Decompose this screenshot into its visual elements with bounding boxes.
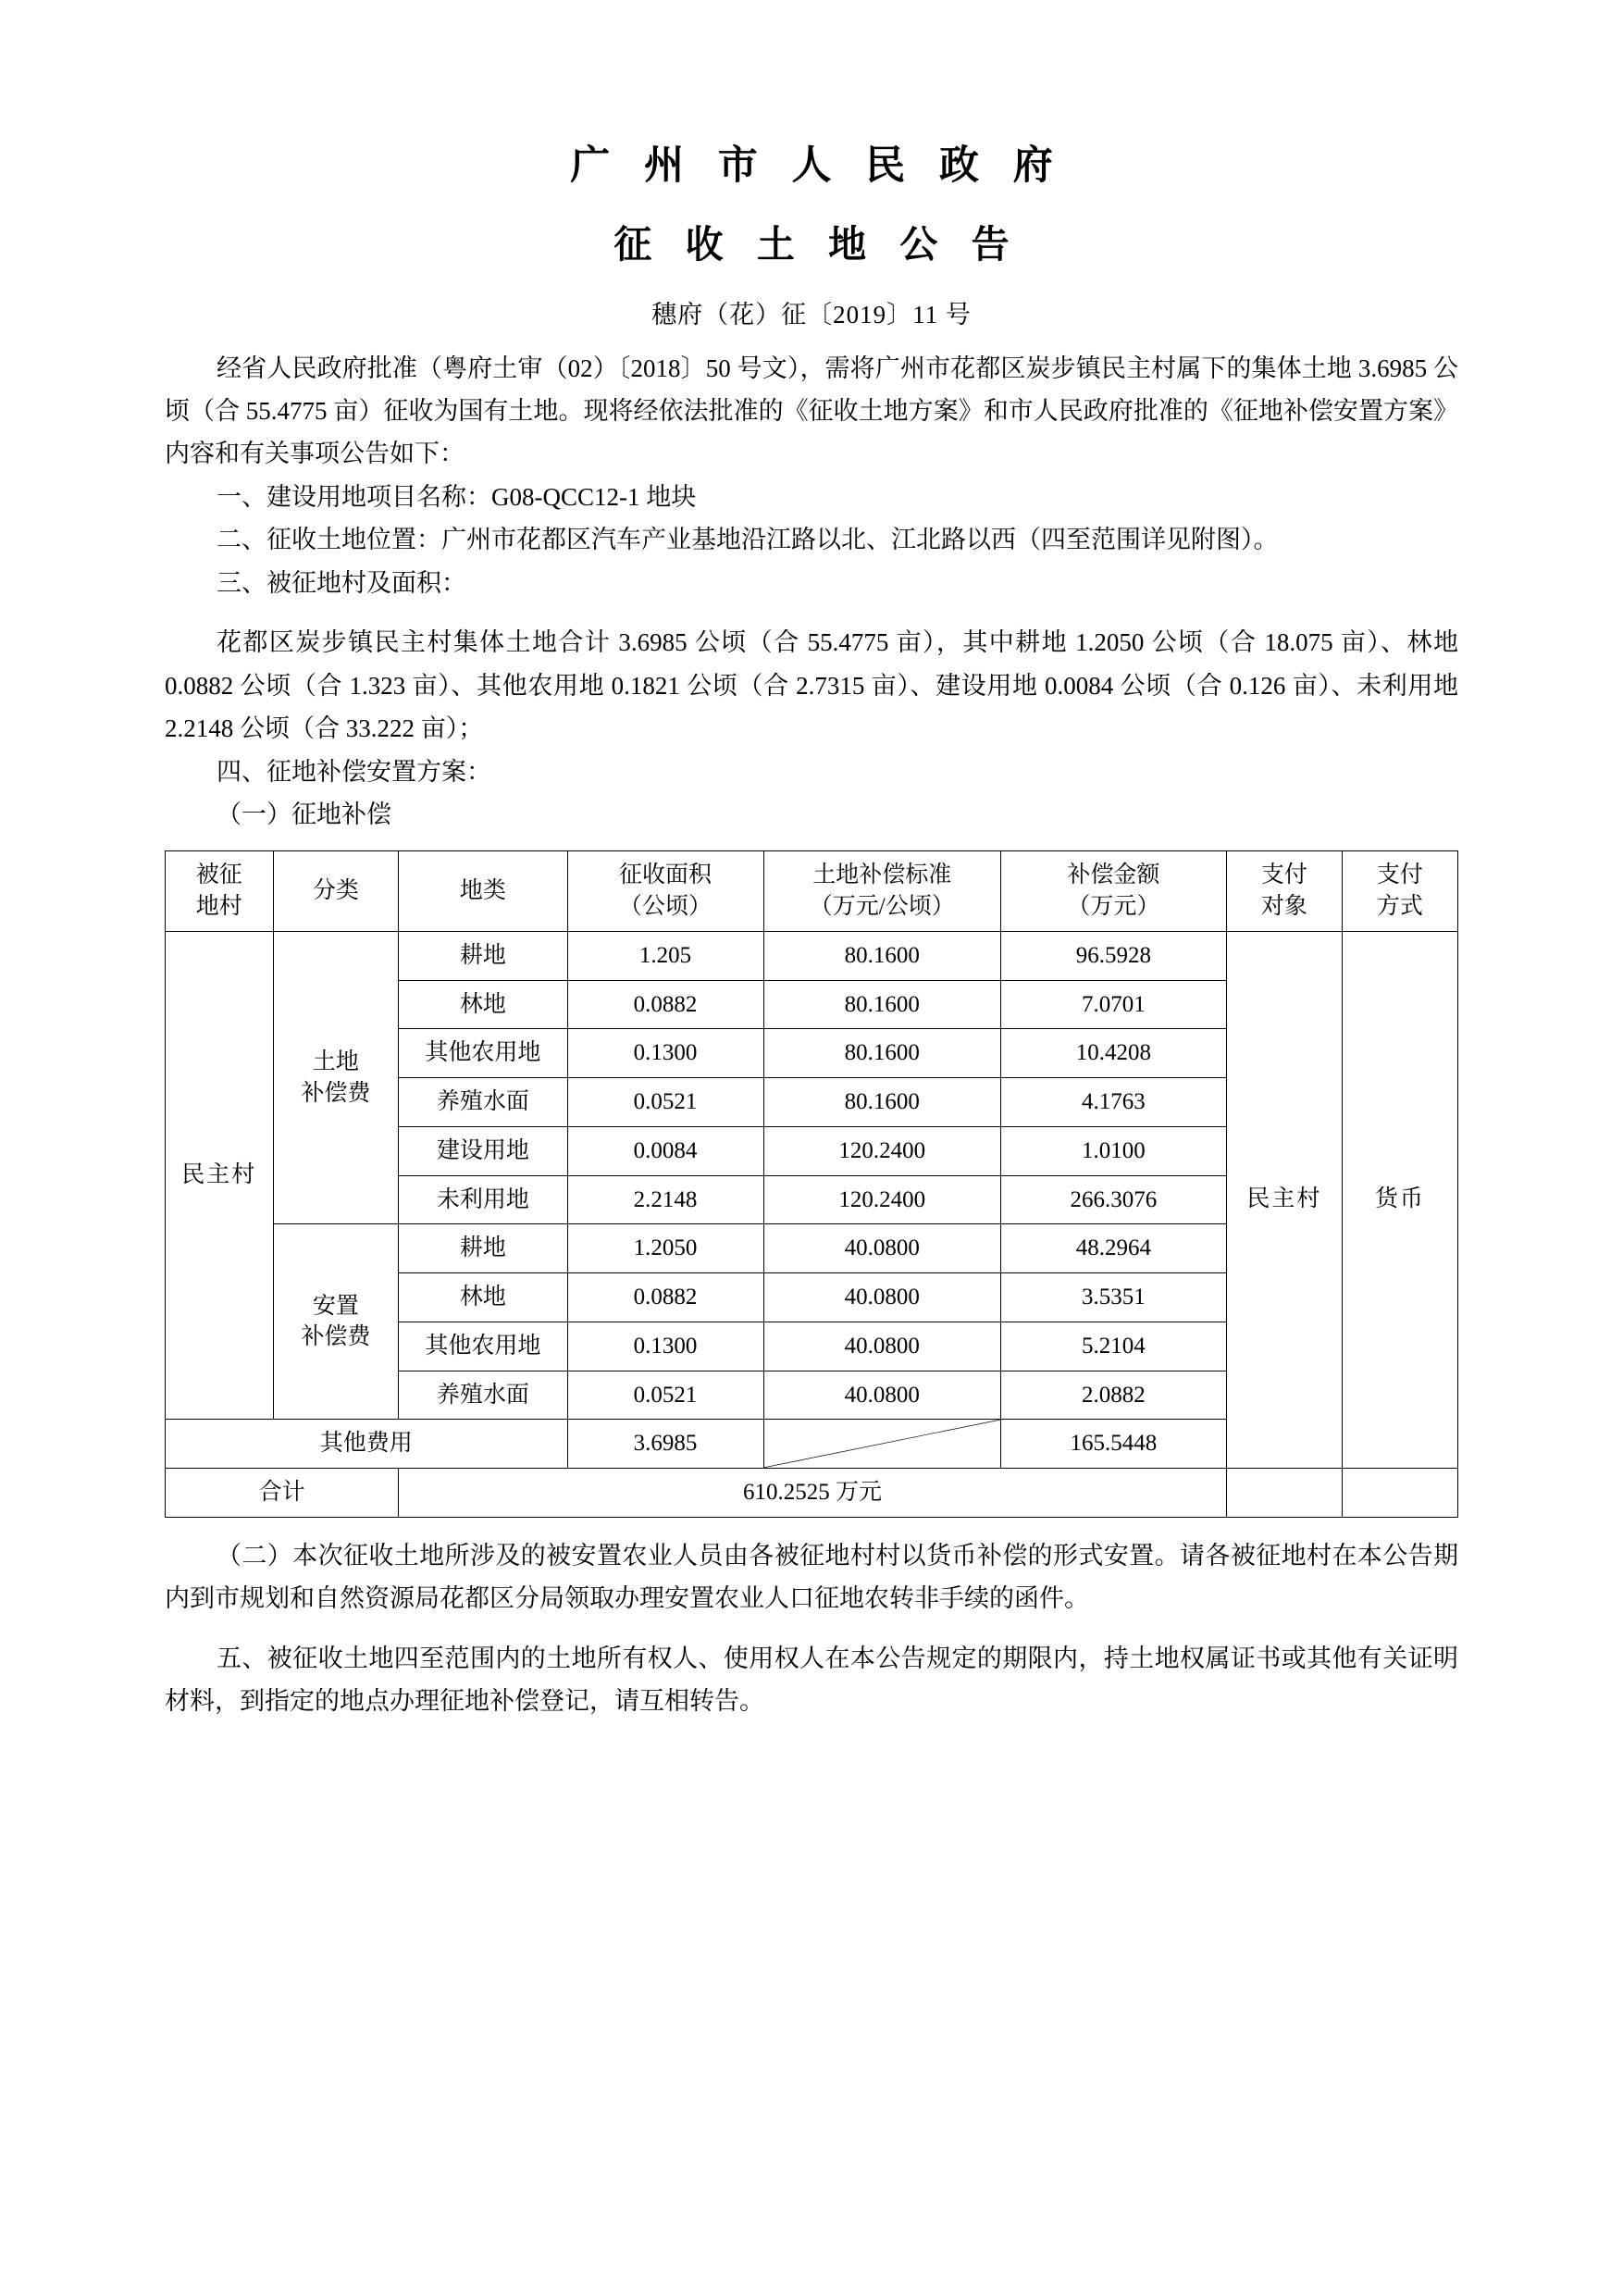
cell-area: 1.205 <box>567 931 763 980</box>
cell-village-name <box>166 931 274 1420</box>
cell-area: 1.2050 <box>567 1224 763 1273</box>
cell-standard: 40.0800 <box>763 1224 1001 1273</box>
group-resettlement-line2: 补偿费 <box>301 1324 371 1350</box>
document-title-main: 广 州 市 人 民 政 府 <box>570 144 1065 188</box>
header-payee-line1: 支付 <box>1260 863 1307 888</box>
table-header-row <box>166 851 1458 932</box>
item-land-location: 二、征收土地位置：广州市花都区汽车产业基地沿江路以北、江北路以西（四至范围详见附图）。 <box>217 526 1279 554</box>
header-village <box>166 851 274 932</box>
cell-area: 0.0084 <box>567 1126 763 1175</box>
header-standard-line2: （万元/公顷） <box>809 894 955 920</box>
subitem-compensation: （一）征地补偿 <box>217 800 391 828</box>
cell-amount: 2.0882 <box>1001 1371 1227 1420</box>
cell-area: 0.0882 <box>567 980 763 1029</box>
item-compensation-plan: 四、征地补偿安置方案： <box>217 757 491 786</box>
cell-amount: 3.5351 <box>1001 1273 1227 1322</box>
table-row <box>166 931 1458 980</box>
cell-amount: 96.5928 <box>1001 931 1227 980</box>
cell-amount: 10.4208 <box>1001 1029 1227 1078</box>
cell-amount: 48.2964 <box>1001 1224 1227 1273</box>
header-area-line2: （公顷） <box>619 894 712 920</box>
cell-other-fee-label: 其他费用 <box>166 1420 568 1469</box>
table-row-total <box>166 1469 1458 1518</box>
cell-amount: 5.2104 <box>1001 1322 1227 1371</box>
header-payee-line2: 对象 <box>1260 894 1307 920</box>
paragraph-approval: 经省人民政府批准（粤府土审（02）〔2018〕50 号文），需将广州市花都区炭步镇民主村属下的集体土地 3.6985 公顷（合 55.4775 亩）征收为国有土地。现将经依法批准的《征收土地方案》和市人民政府批准的《征地补偿安置方案》内容和有关事项公告如下： <box>165 354 1458 468</box>
cell-standard: 80.1600 <box>763 931 1001 980</box>
header-area <box>567 851 763 932</box>
cell-amount: 7.0701 <box>1001 980 1227 1029</box>
document-title-sub: 征 收 土 地 公 告 <box>613 223 1022 267</box>
cell-total-payee-empty <box>1226 1469 1342 1518</box>
item-village-area-heading: 三、被征地村及面积： <box>217 568 466 597</box>
header-standard <box>763 851 1001 932</box>
header-method-line2: 方式 <box>1376 894 1423 920</box>
cell-amount: 1.0100 <box>1001 1126 1227 1175</box>
group-land-compensation-line2: 补偿费 <box>301 1080 371 1106</box>
cell-land-type: 其他农用地 <box>399 1322 567 1371</box>
cell-other-fee-standard-empty <box>763 1420 1001 1469</box>
group-land-compensation-line1: 土地 <box>312 1049 359 1074</box>
compensation-table <box>165 850 1458 1518</box>
cell-area: 2.2148 <box>567 1175 763 1224</box>
paragraph-resettlement: （二）本次征收土地所涉及的被安置农业人员由各被征地村村以货币补偿的形式安置。请各被征地村在本公告期内到市规划和自然资源局花都区分局领取办理安置农业人口征地农转非手续的函件。 <box>165 1541 1458 1613</box>
cell-land-type: 耕地 <box>399 1224 567 1273</box>
cell-group-land-compensation <box>273 931 399 1224</box>
header-category: 分类 <box>273 851 399 932</box>
document-number: 穗府（花）征〔2019〕11 号 <box>651 300 972 329</box>
header-village-line1: 被征 <box>195 863 242 888</box>
item-registration: 五、被征收土地四至范围内的土地所有权人、使用权人在本公告规定的期限内，持土地权属证书或其他有关证明材料，到指定的地点办理征地补偿登记，请互相转告。 <box>165 1644 1458 1716</box>
cell-total-label: 合计 <box>166 1469 399 1518</box>
header-amount-line1: 补偿金额 <box>1067 863 1160 888</box>
cell-land-type: 林地 <box>399 1273 567 1322</box>
header-area-line1: 征收面积 <box>619 863 712 888</box>
cell-standard: 80.1600 <box>763 980 1001 1029</box>
cell-pay-method <box>1342 931 1457 1468</box>
cell-total-value: 610.2525 万元 <box>399 1469 1227 1518</box>
cell-amount: 4.1763 <box>1001 1078 1227 1127</box>
cell-land-type: 耕地 <box>399 931 567 980</box>
cell-area: 0.0882 <box>567 1273 763 1322</box>
cell-land-type: 养殖水面 <box>399 1078 567 1127</box>
header-land-type: 地类 <box>399 851 567 932</box>
pay-method-text: 货币 <box>1374 1186 1425 1212</box>
cell-land-type: 其他农用地 <box>399 1029 567 1078</box>
item-project-name: 一、建设用地项目名称：G08-QCC12-1 地块 <box>217 482 697 511</box>
cell-standard: 80.1600 <box>763 1078 1001 1127</box>
payee-text: 民主村 <box>1246 1186 1322 1212</box>
cell-group-resettlement <box>273 1224 399 1420</box>
cell-amount: 266.3076 <box>1001 1175 1227 1224</box>
cell-standard: 120.2400 <box>763 1175 1001 1224</box>
cell-land-type: 未利用地 <box>399 1175 567 1224</box>
paragraph-area-detail: 花都区炭步镇民主村集体土地合计 3.6985 公顷（合 55.4775 亩），其中耕地 1.2050 公顷（合 18.075 亩）、林地 0.0882 公顷（合 1.323 亩）、其他农用地 0.1821 公顷（合 2.7315 亩）、建设用地 0.0084 公顷（合 0.126 亩）、未利用地 2.2148 公顷（合 33.222 亩）； <box>165 628 1458 743</box>
cell-land-type: 养殖水面 <box>399 1371 567 1420</box>
cell-land-type: 林地 <box>399 980 567 1029</box>
cell-standard: 40.0800 <box>763 1322 1001 1371</box>
cell-area: 0.0521 <box>567 1371 763 1420</box>
cell-area: 0.1300 <box>567 1322 763 1371</box>
cell-area: 0.1300 <box>567 1029 763 1078</box>
header-amount <box>1001 851 1227 932</box>
cell-other-fee-area: 3.6985 <box>567 1420 763 1469</box>
header-standard-line1: 土地补偿标准 <box>812 863 952 888</box>
cell-standard: 120.2400 <box>763 1126 1001 1175</box>
cell-standard: 40.0800 <box>763 1371 1001 1420</box>
village-name-text: 民主村 <box>181 1162 257 1188</box>
cell-area: 0.0521 <box>567 1078 763 1127</box>
cell-land-type: 建设用地 <box>399 1126 567 1175</box>
cell-standard: 40.0800 <box>763 1273 1001 1322</box>
group-resettlement-line1: 安置 <box>312 1293 359 1319</box>
cell-total-method-empty <box>1342 1469 1457 1518</box>
header-method-line1: 支付 <box>1376 863 1423 888</box>
cell-payee <box>1226 931 1342 1468</box>
header-amount-line2: （万元） <box>1067 894 1160 920</box>
cell-other-fee-amount: 165.5448 <box>1001 1420 1227 1469</box>
header-payee <box>1226 851 1342 932</box>
header-method <box>1342 851 1457 932</box>
header-village-line2: 地村 <box>195 894 242 920</box>
cell-standard: 80.1600 <box>763 1029 1001 1078</box>
